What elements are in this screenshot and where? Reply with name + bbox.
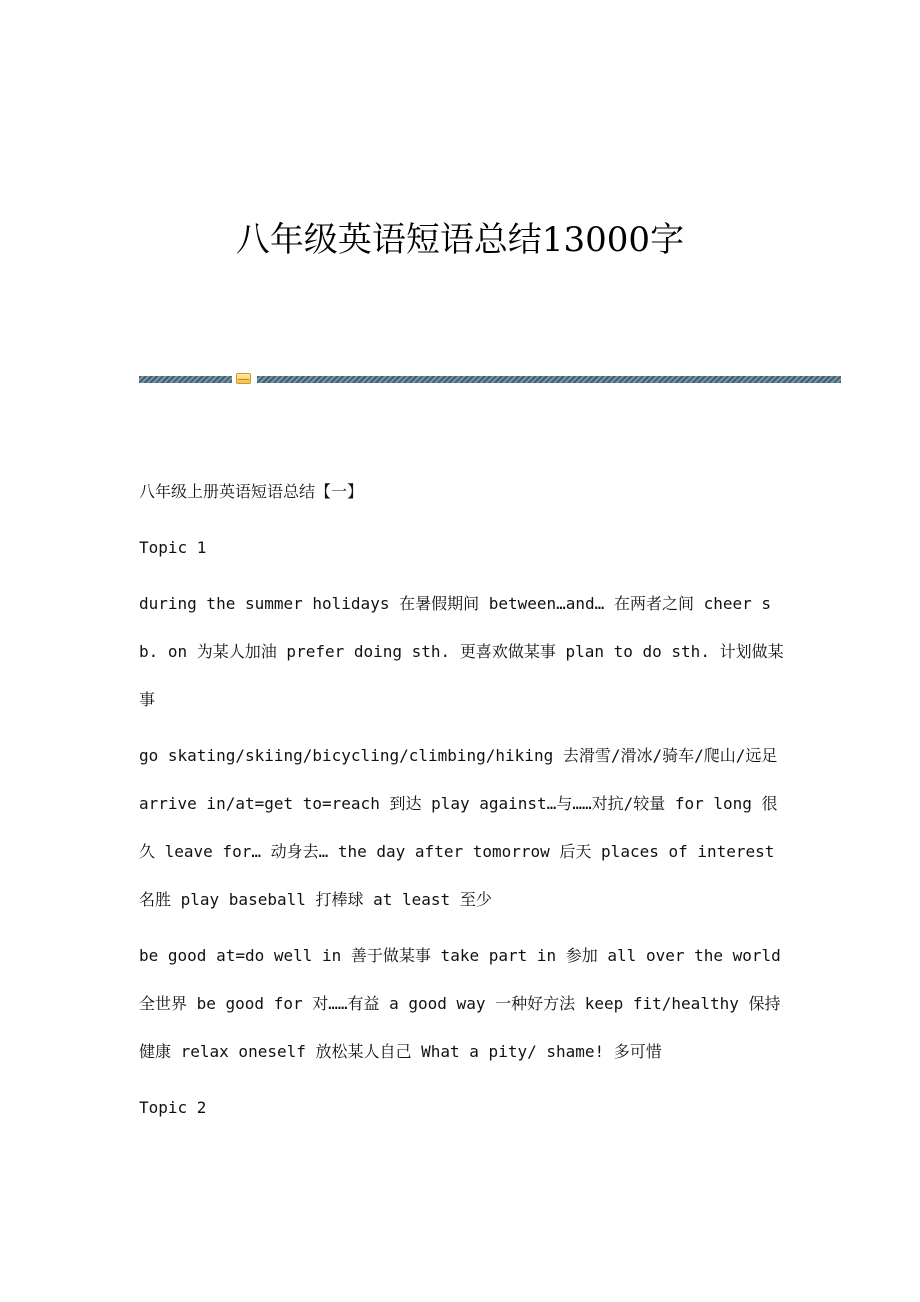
paragraph-1: during the summer holidays 在暑假期间 between…and… 在两者之间 cheer sb. on 为某人加油 prefer doing sth. 更喜欢做某事 plan to do sth. 计划做某事 (139, 594, 784, 709)
envelope-icon (236, 373, 251, 384)
document-body (139, 468, 789, 1140)
paragraph-2: go skating/skiing/bicycling/climbing/hiking 去滑雪/滑冰/骑车/爬山/远足 arrive in/at=get to=reach 到达 play against…与……对抗/较量 for long 很久 leave for… 动身去… the day after tomorrow 后天 places of interest 名胜 play baseball 打棒球 at least 至少 (139, 746, 788, 909)
document-title: 八年级英语短语总结13000字 (235, 220, 685, 260)
divider-bar-left (139, 376, 232, 383)
title-divider (139, 372, 841, 386)
divider-bar-right (257, 376, 841, 383)
paragraph-3: be good at=do well in 善于做某事 take part in 参加 all over the world 全世界 be good for 对……有益 a good way 一种好方法 keep fit/healthy 保持健康 relax oneself 放松某人自己 What a pity/ shame! 多可惜 (139, 946, 791, 1061)
topic-heading-2: Topic 2 (139, 1098, 207, 1117)
section-heading: 八年级上册英语短语总结【一】 (139, 482, 364, 501)
topic-heading-1: Topic 1 (139, 538, 207, 557)
